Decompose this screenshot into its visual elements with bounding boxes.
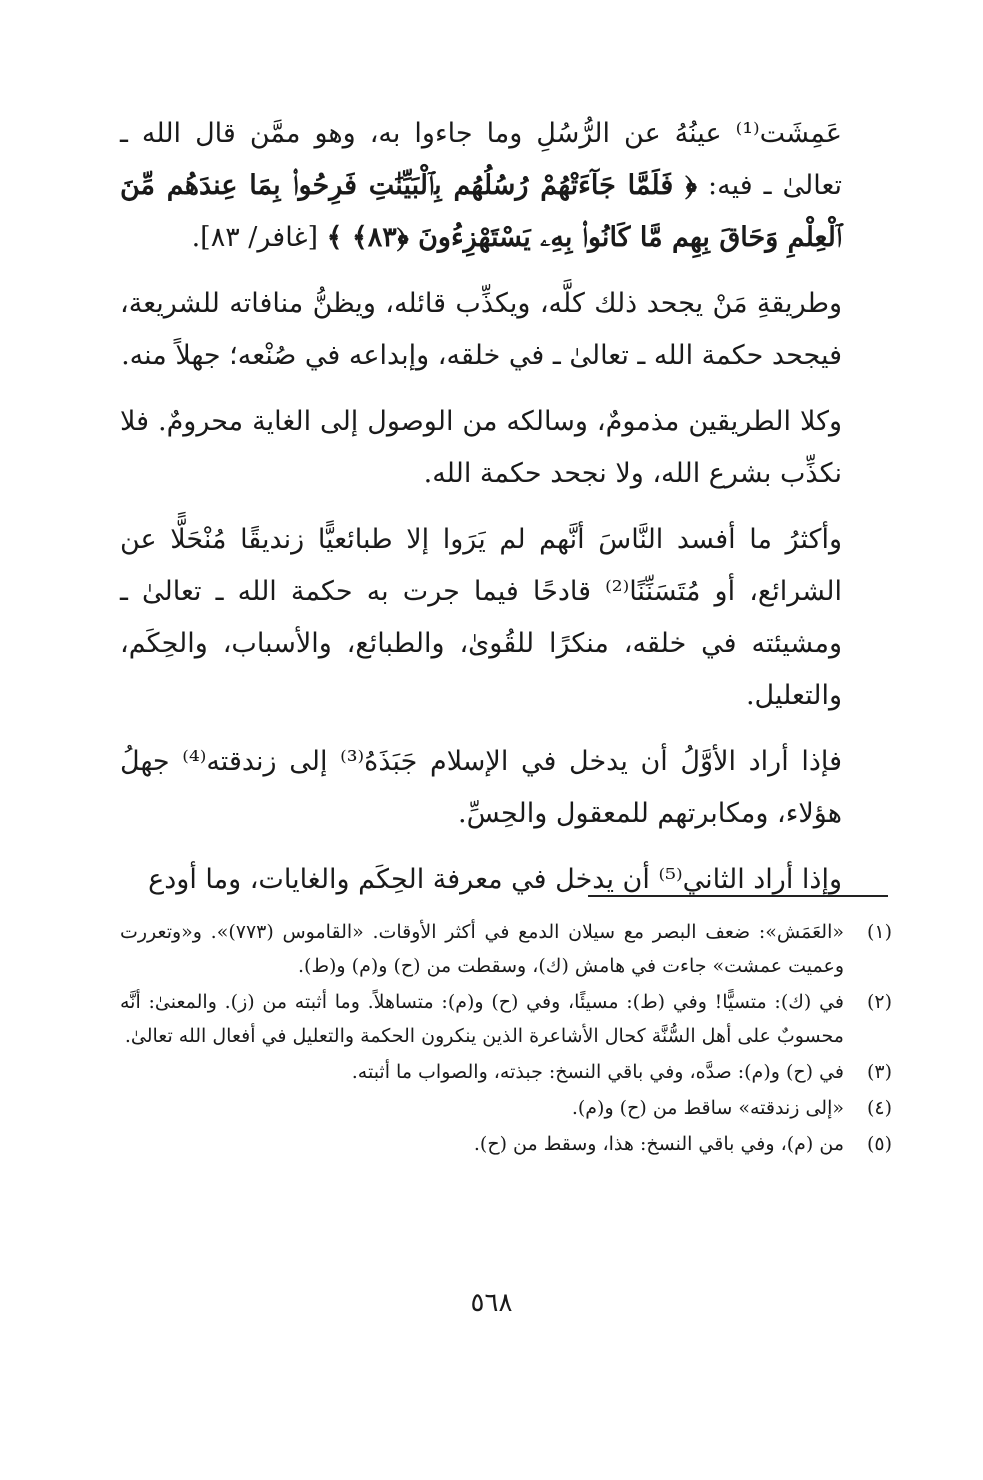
paragraph-1 <box>120 108 842 264</box>
paragraph-4: وأكثرُ ما أفسد النَّاسَ أنَّهم لم يَرَوا إلا طبائعيًّا زنديقًا مُنْحَلًّا عن الشرائع، أو مُتَسَنِّنًا⁽²⁾ قادحًا فيما جرت به حكمة الله ـ تعالىٰ ـ ومشيئته في خلقه، منكرًا للقُوىٰ، والطبائع، والأسباب، والحِكَم، والتعليل. <box>120 524 843 711</box>
footnote-2 <box>120 985 892 1053</box>
footnote-text: «إلى زندقته» ساقط من (ح) و(م). <box>571 1097 844 1119</box>
paragraph-2: وطريقةِ مَنْ يجحد ذلك كلَّه، ويكذِّب قائله، ويظنُّ منافاته للشريعة، فيجحد حكمة الله ـ تعالىٰ ـ في خلقه، وإبداعه في صُنْعه؛ جهلاً منه. <box>120 288 842 371</box>
footnote-divider <box>588 895 888 897</box>
footnote-number: (٣) <box>866 1061 892 1083</box>
footnote-3 <box>120 1055 892 1089</box>
footnote-4 <box>120 1091 892 1125</box>
verse-reference: [غافر/ ٨٣]. <box>191 222 327 253</box>
footnote-number: (٤) <box>866 1097 892 1119</box>
quran-verse: ﴿ فَلَمَّا جَآءَتْهُمْ رُسُلُهُم بِٱلْبَيِّنَٰتِ فَرِحُوا۟ بِمَا عِندَهُم مِّنَ ٱلْعِلْمِ وَحَاقَ بِهِم مَّا كَانُوا۟ بِهِۦ يَسْتَهْزِءُونَ ﴿٨٣﴾ ﴾ <box>120 170 842 253</box>
footnote-text: من (م)، وفي باقي النسخ: هذا، وسقط من (ح). <box>473 1133 844 1155</box>
footnote-1 <box>120 915 892 983</box>
paragraph-5: فإذا أراد الأوَّلُ أن يدخل في الإسلام جَبَذَهُ⁽³⁾ إلى زندقته⁽⁴⁾ جهلُ هؤلاء، ومكابرتهم للمعقول والحِسِّ. <box>120 746 842 829</box>
page-number: ٥٦٨ <box>470 1288 513 1318</box>
paragraph-6: وإذا أراد الثاني⁽⁵⁾ أن يدخل في معرفة الحِكَم والغايات، وما أودع <box>148 864 842 895</box>
footnote-number: (١) <box>866 921 892 943</box>
paragraph-1-intro: عَمِشَت⁽¹⁾ عينُهُ عن الرُّسُلِ وما جاءوا به، وهو ممَّن قال الله ـ تعالىٰ ـ فيه: <box>120 118 842 201</box>
footnotes <box>120 915 892 1163</box>
footnote-text: في (ك): متسيًّا! وفي (ط): مسيئًا، وفي (ح) و(م): متساهلاً. وما أثبته من (ز). والمعنىٰ: أنَّه محسوبٌ على أهل السُّنَّة كحال الأشاعرة الذين ينكرون الحكمة والتعليل في أفعال الله تعالىٰ. <box>120 991 844 1047</box>
footnote-text: «العَمَش»: ضعف البصر مع سيلان الدمع في أكثر الأوقات. «القاموس (٧٧٣)». و«وتعررت وعميت عمشت» جاءت في هامش (ك)، وسقطت من (ح) و(م) و(ط). <box>120 921 844 977</box>
main-text <box>120 108 842 920</box>
footnote-text: في (ح) و(م): صدَّه، وفي باقي النسخ: جبذته، والصواب ما أثبته. <box>351 1061 844 1083</box>
footnote-number: (٥) <box>866 1133 892 1155</box>
footnote-number: (٢) <box>866 991 892 1013</box>
footnote-5 <box>120 1127 892 1161</box>
paragraph-3: وكلا الطريقين مذمومٌ، وسالكه من الوصول إلى الغاية محرومٌ. فلا نكذِّب بشرع الله، ولا نجحد حكمة الله. <box>120 406 842 489</box>
